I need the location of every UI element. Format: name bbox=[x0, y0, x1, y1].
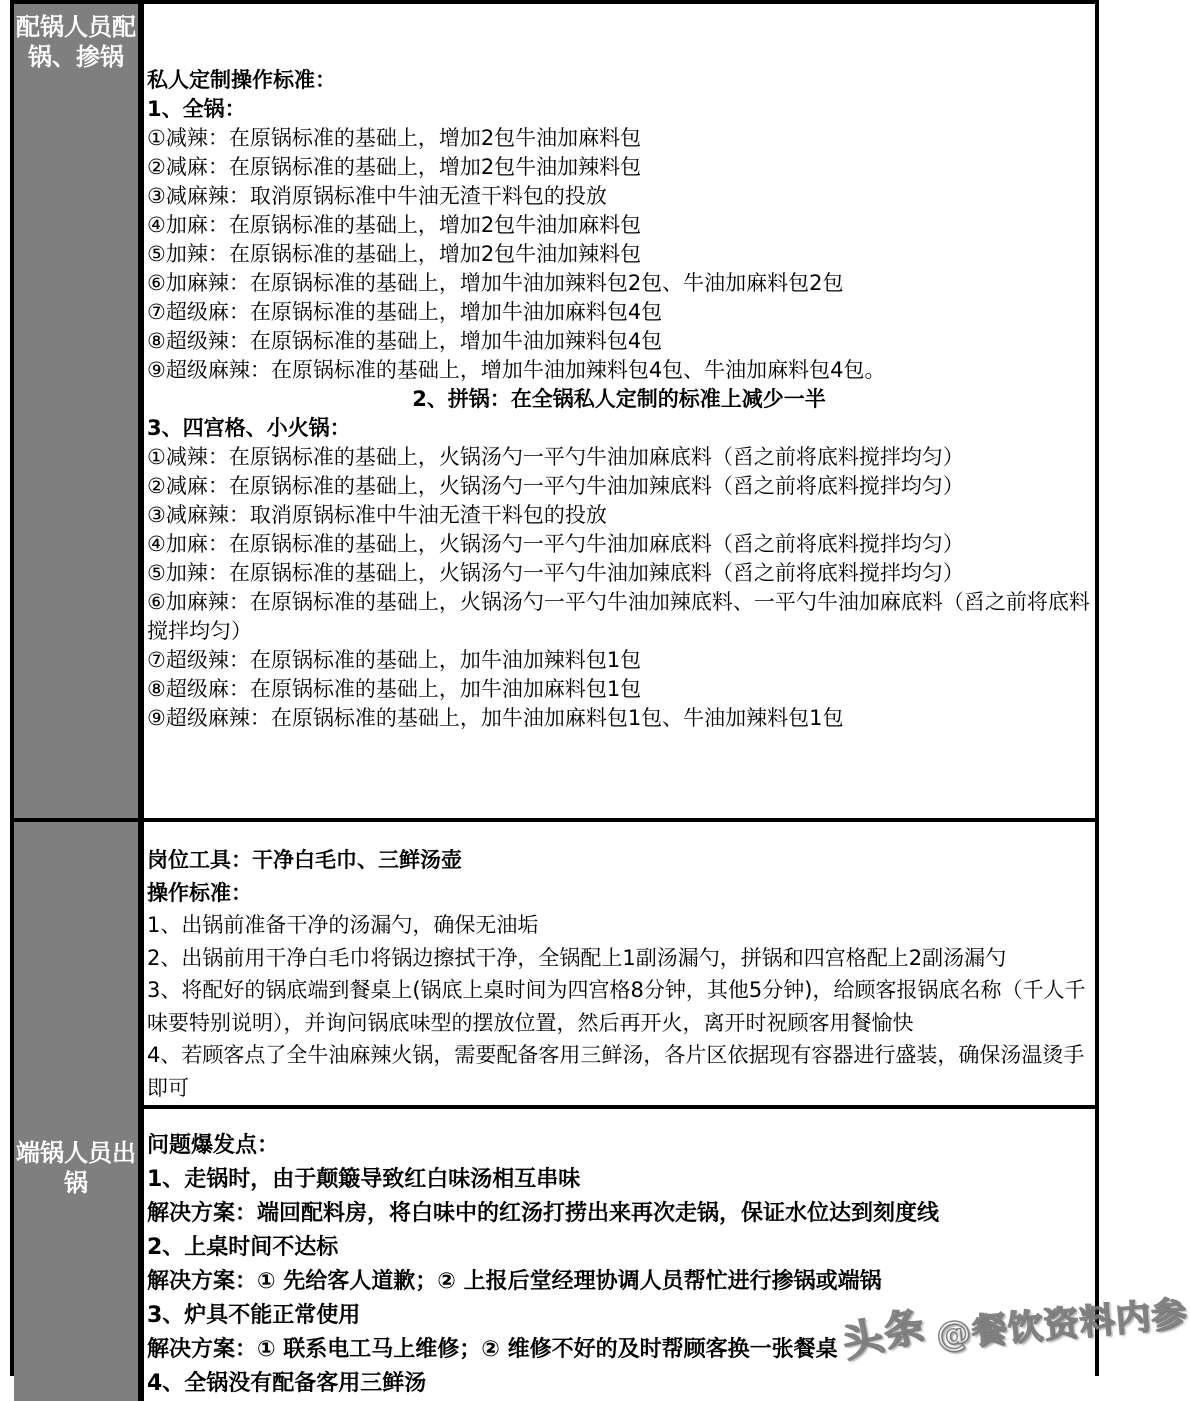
text-line: ⑨超级麻辣：在原锅标准的基础上，加牛油加麻料包1包、牛油加辣料包1包 bbox=[147, 706, 844, 730]
text-line: ⑥加麻辣：在原锅标准的基础上，火锅汤勺一平勺牛油加辣底料、一平勺牛油加麻底料（舀之前将底料搅拌均匀） bbox=[147, 590, 1090, 643]
role-label-cell-duanguo bbox=[14, 822, 144, 1401]
text-line: 操作标准： bbox=[147, 880, 252, 905]
text-line: ⑥加麻辣：在原锅标准的基础上，增加牛油加辣料包2包、牛油加麻料包2包 bbox=[147, 271, 844, 295]
text-line: ⑦超级辣：在原锅标准的基础上，加牛油加辣料包1包 bbox=[147, 648, 642, 672]
text-line: ④加麻：在原锅标准的基础上，增加2包牛油加麻料包 bbox=[147, 213, 642, 237]
content-cell-problem-points bbox=[144, 1109, 1095, 1401]
watermark-handle: @餐饮资料内参 bbox=[934, 1294, 1190, 1357]
content-cell-private-custom-standards bbox=[144, 4, 1095, 822]
text-line: 解决方案：端回配料房，将白味中的红汤打捞出来再次走锅，保证水位达到刻度线 bbox=[147, 1201, 940, 1226]
text-line: 4、若顾客点了全牛油麻辣火锅，需要配备客用三鲜汤，各片区依据现有容器进行盛装，确保汤温烫手即可 bbox=[147, 1043, 1085, 1100]
text-line: 问题爆发点： bbox=[147, 1133, 280, 1158]
text-line: ⑦超级麻：在原锅标准的基础上，增加牛油加麻料包4包 bbox=[147, 300, 663, 324]
text-line: ③减麻辣：取消原锅标准中牛油无渣干料包的投放 bbox=[147, 184, 607, 208]
text-line: ⑤加辣：在原锅标准的基础上，增加2包牛油加辣料包 bbox=[147, 242, 642, 266]
toutiao-logo: 头条 bbox=[838, 1302, 931, 1368]
role-label-peiguo: 配锅人员配锅、掺锅 bbox=[16, 13, 136, 71]
text-line: 2、出锅前用干净白毛巾将锅边擦拭干净，全锅配上1副汤漏勺，拼锅和四宫格配上2副汤漏勺 bbox=[147, 945, 1007, 970]
role-label-cell-peiguo bbox=[14, 4, 144, 822]
text-line: 解决方案：① 联系电工马上维修；② 维修不好的及时帮顾客换一张餐桌 bbox=[147, 1337, 838, 1362]
text-line: ①减辣：在原锅标准的基础上，火锅汤勺一平勺牛油加麻底料（舀之前将底料搅拌均匀） bbox=[147, 445, 964, 469]
text-line: 3、炉具不能正常使用 bbox=[147, 1303, 361, 1328]
role-label-duanguo: 端锅人员出锅 bbox=[16, 1139, 136, 1197]
text-line: 2、上桌时间不达标 bbox=[147, 1235, 339, 1260]
text-line: 1、全锅： bbox=[147, 97, 246, 121]
text-line: 1、出锅前准备干净的汤漏勺，确保无油垢 bbox=[147, 913, 539, 937]
text-line: ⑧超级辣：在原锅标准的基础上，增加牛油加辣料包4包 bbox=[147, 329, 663, 353]
text-line: ④加麻：在原锅标准的基础上，火锅汤勺一平勺牛油加麻底料（舀之前将底料搅拌均匀） bbox=[147, 532, 964, 556]
text-line: 4、全锅没有配备客用三鲜汤 bbox=[147, 1371, 427, 1396]
text-line: ⑨超级麻辣：在原锅标准的基础上，增加牛油加辣料包4包、牛油加麻料包4包。 bbox=[147, 358, 886, 382]
text-line: ①减辣：在原锅标准的基础上，增加2包牛油加麻料包 bbox=[147, 126, 642, 150]
text-line: 3、四宫格、小火锅： bbox=[147, 416, 351, 440]
text-line: ②减麻：在原锅标准的基础上，火锅汤勺一平勺牛油加辣底料（舀之前将底料搅拌均匀） bbox=[147, 474, 964, 498]
text-line: 私人定制操作标准： bbox=[147, 68, 336, 92]
text-line: 岗位工具：干净白毛巾、三鲜汤壶 bbox=[147, 848, 462, 872]
text-line: ②减麻：在原锅标准的基础上，增加2包牛油加辣料包 bbox=[147, 155, 642, 179]
sop-procedure-table bbox=[10, 0, 1099, 1396]
text-line: 1、走锅时，由于颠簸导致红白味汤相互串味 bbox=[147, 1167, 581, 1192]
content-cell-operation-standards bbox=[144, 822, 1095, 1109]
text-line: 3、将配好的锅底端到餐桌上(锅底上桌时间为四宫格8分钟，其他5分钟)，给顾客报锅底名称（千人千味要特别说明），并询问锅底味型的摆放位置，然后再开火，离开时祝顾客用餐愉快 bbox=[147, 978, 1086, 1035]
text-line: ③减麻辣：取消原锅标准中牛油无渣干料包的投放 bbox=[147, 503, 607, 527]
text-line: 解决方案：① 先给客人道歉；② 上报后堂经理协调人员帮忙进行掺锅或端锅 bbox=[147, 1269, 882, 1294]
text-line: 2、拼锅：在全锅私人定制的标准上减少一半 bbox=[412, 387, 826, 411]
text-line: ⑤加辣：在原锅标准的基础上，火锅汤勺一平勺牛油加辣底料（舀之前将底料搅拌均匀） bbox=[147, 561, 964, 585]
text-line: ⑧超级麻：在原锅标准的基础上，加牛油加麻料包1包 bbox=[147, 677, 642, 701]
